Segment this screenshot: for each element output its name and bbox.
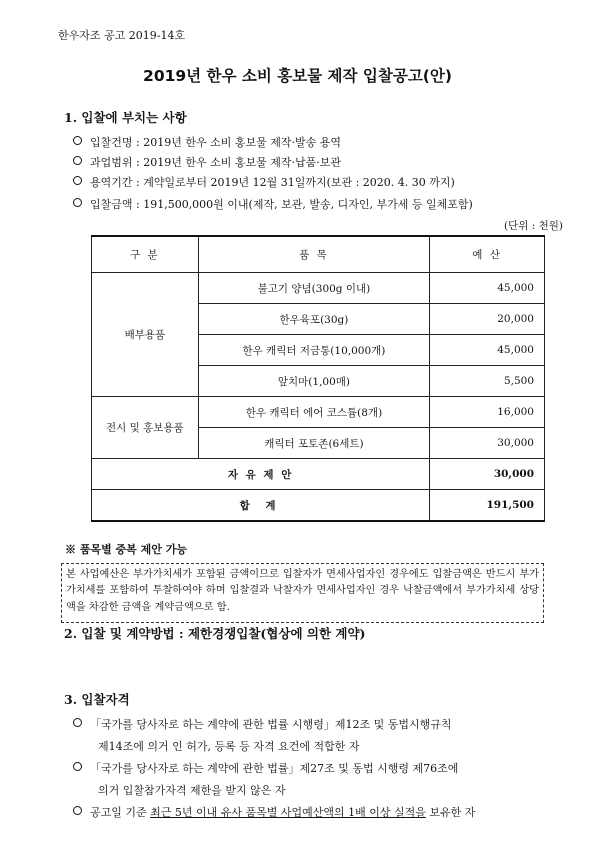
qualification-item-cont: 제14조에 의거 인 허가, 등록 등 자격 요건에 적합한 자 bbox=[98, 740, 360, 753]
circle-bullet-icon bbox=[73, 718, 82, 727]
amount-cell: 16,000 bbox=[430, 397, 545, 428]
section2-heading: 2. 입찰 및 계약방법 : 제한경쟁입찰(협상에 의한 계약) bbox=[64, 626, 366, 641]
vat-note-box: 본 사업예산은 부가가치세가 포함된 금액이므로 입찰자가 면세사업자인 경우에도 입찰금액은 반드시 부가가치세를 포함하여 투찰하여야 하며 입찰결과 낙찰자가 면세사업자인 경우 낙찰금액에서 부가가치세 상당액을 차감한 금액을 계약금액으로 함. bbox=[61, 563, 544, 623]
amount-cell: 30,000 bbox=[430, 428, 545, 459]
table-header-row bbox=[92, 236, 545, 273]
qualification-item: 공고일 기준 최근 5년 이내 유사 품목별 사업예산액의 1배 이상 실적을 보유한 자 bbox=[73, 804, 475, 820]
header-category: 구 분 bbox=[92, 236, 199, 273]
total-amount: 191,500 bbox=[430, 490, 545, 522]
table-row-free-proposal bbox=[92, 459, 545, 490]
duplicate-note: ※ 품목별 중복 제안 가능 bbox=[65, 543, 187, 556]
circle-bullet-icon bbox=[73, 176, 82, 185]
total-label: 합 계 bbox=[92, 490, 430, 522]
header-budget: 예 산 bbox=[430, 236, 545, 273]
item-cell: 한우육포(30g) bbox=[198, 304, 429, 335]
table-row-total bbox=[92, 490, 545, 522]
item-cell: 앞치마(1,00매) bbox=[198, 366, 429, 397]
section3-heading: 3. 입찰자격 bbox=[64, 692, 130, 707]
qualification-item-cont: 의거 입찰참가자격 제한을 받지 않은 자 bbox=[98, 784, 286, 797]
category-cell: 배부용품 bbox=[92, 273, 199, 397]
amount-cell: 45,000 bbox=[430, 273, 545, 304]
table-row bbox=[92, 397, 545, 428]
table-row bbox=[92, 273, 545, 304]
notice-number: 한우자조 공고 2019-14호 bbox=[58, 29, 186, 42]
circle-bullet-icon bbox=[73, 136, 82, 145]
unit-label: (단위 : 천원) bbox=[504, 220, 563, 232]
free-proposal-label: 자 유 제 안 bbox=[92, 459, 430, 490]
budget-table bbox=[91, 235, 545, 522]
free-proposal-amount: 30,000 bbox=[430, 459, 545, 490]
bullet-item: 입찰금액 : 191,500,000원 이내(제작, 보관, 발송, 디자인, 부가세 등 일체포함) bbox=[73, 196, 473, 212]
item-cell: 한우 캐릭터 에어 코스튬(8개) bbox=[198, 397, 429, 428]
qualification-item: 「국가를 당사자로 하는 계약에 관한 법률 시행령」제12조 및 동법시행규칙 bbox=[73, 716, 452, 732]
underlined-requirement: 최근 5년 이내 유사 품목별 사업예산액의 1배 이상 실적을 bbox=[150, 806, 426, 819]
circle-bullet-icon bbox=[73, 198, 82, 207]
item-cell: 불고기 양념(300g 이내) bbox=[198, 273, 429, 304]
bullet-item: 용역기간 : 계약일로부터 2019년 12월 31일까지(보관 : 2020. 4. 30 까지) bbox=[73, 174, 455, 190]
category-cell: 전시 및 홍보용품 bbox=[92, 397, 199, 459]
circle-bullet-icon bbox=[73, 806, 82, 815]
amount-cell: 45,000 bbox=[430, 335, 545, 366]
page-title: 2019년 한우 소비 홍보물 제작 입찰공고(안) bbox=[143, 67, 452, 85]
amount-cell: 5,500 bbox=[430, 366, 545, 397]
circle-bullet-icon bbox=[73, 762, 82, 771]
item-cell: 캐릭터 포토존(6세트) bbox=[198, 428, 429, 459]
section1-heading: 1. 입찰에 부치는 사항 bbox=[64, 110, 187, 125]
item-cell: 한우 캐릭터 저금통(10,000개) bbox=[198, 335, 429, 366]
bullet-item: 과업범위 : 2019년 한우 소비 홍보물 제작·납품·보관 bbox=[73, 154, 341, 170]
bullet-item: 입찰건명 : 2019년 한우 소비 홍보물 제작·발송 용역 bbox=[73, 134, 341, 150]
header-item: 품 목 bbox=[198, 236, 429, 273]
amount-cell: 20,000 bbox=[430, 304, 545, 335]
qualification-item: 「국가를 당사자로 하는 계약에 관한 법률」제27조 및 동법 시행령 제76조에 bbox=[73, 760, 458, 776]
circle-bullet-icon bbox=[73, 156, 82, 165]
